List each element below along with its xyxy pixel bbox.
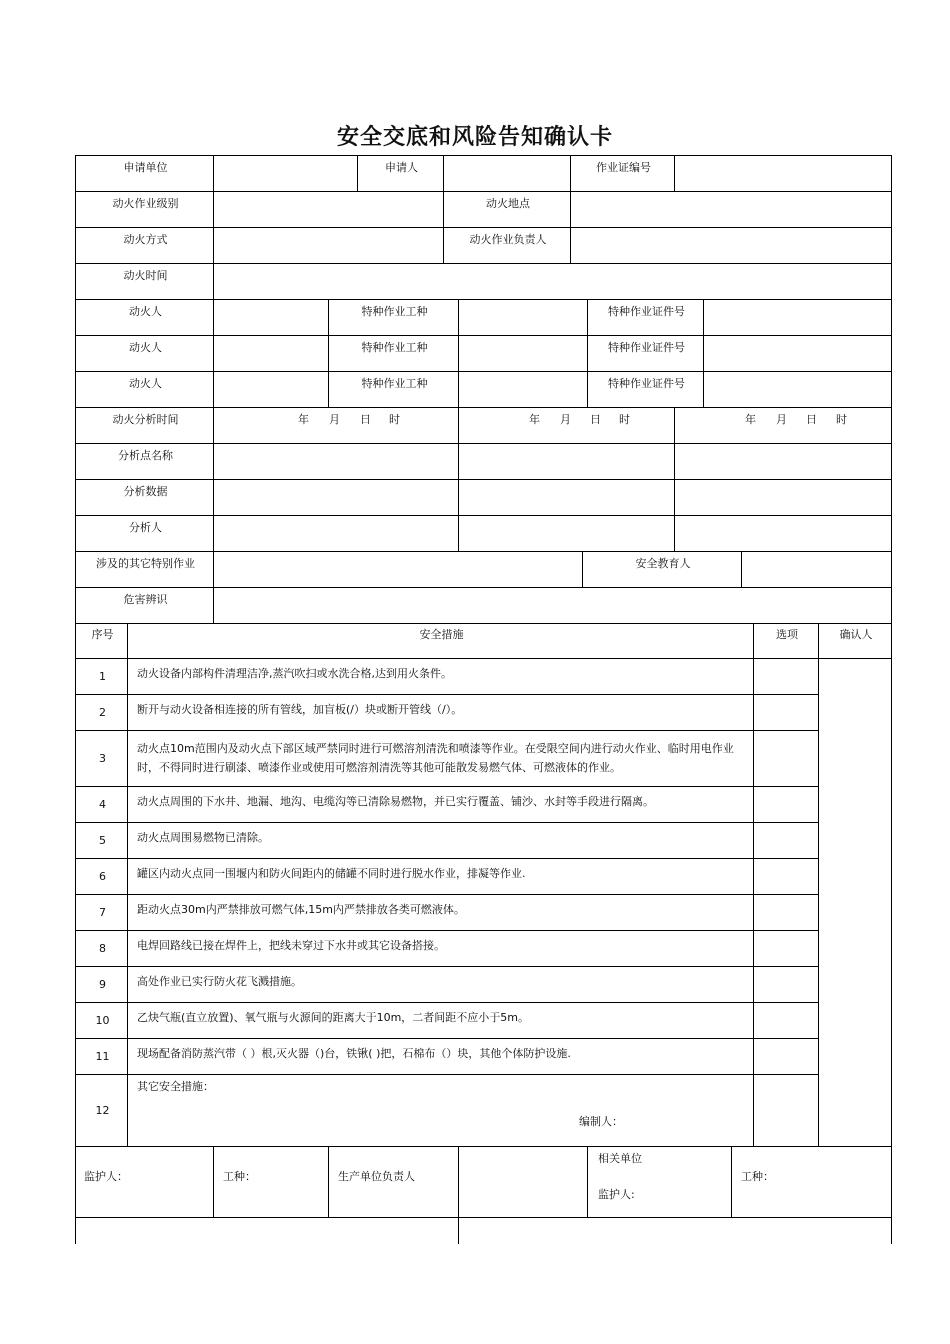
date-month-3: 月 [776,413,787,426]
label-apply-unit: 申请单位 [123,161,168,174]
measure-option-field[interactable] [753,658,819,695]
date-year-2: 年 [529,413,540,426]
date-hour-2: 时 [619,413,630,426]
measure-text: 动火设备内部构件清理洁净,蒸汽吹扫或水洗合格,达到用火条件。 [137,667,452,680]
field-fire-person-3[interactable] [213,371,329,408]
field-special-cert-3[interactable] [703,371,892,408]
measure-option-field[interactable] [753,1002,819,1039]
label-fire-person-1: 动火人 [129,305,162,318]
field-confirmer[interactable] [818,658,892,1147]
field-special-type-3[interactable] [458,371,588,408]
form-grid [76,156,892,1244]
label-fire-person-2: 动火人 [129,341,162,354]
field-apply-unit[interactable] [213,155,358,192]
measure-option-field[interactable] [753,894,819,931]
measure-no: 8 [99,942,106,955]
measure-option-field[interactable] [753,730,819,787]
measure-text: 动火点周围的下水井、地漏、地沟、电缆沟等已清除易燃物，并已实行覆盖、铺沙、水封等手段进行隔离。 [137,795,654,808]
label-work-type: 工种： [223,1170,256,1183]
bottom-right-border [891,1218,892,1244]
measure-text: 罐区内动火点同一围堰内和防火间距内的储罐不同时进行脱水作业，排凝等作业. [137,867,526,880]
label-special-type-1: 特种作业工种 [361,305,428,318]
label-applicant: 申请人 [385,161,418,174]
label-related-guardian: 监护人: [598,1188,635,1201]
date-day-2: 日 [590,413,601,426]
field-special-type-1[interactable] [458,299,588,336]
label-fire-person-3: 动火人 [129,377,162,390]
field-analysis-data-2[interactable] [458,479,675,516]
field-fire-time[interactable] [213,263,892,300]
label-other-special: 涉及的其它特别作业 [96,557,195,570]
field-analysis-point-2[interactable] [458,443,675,480]
label-fire-time: 动火时间 [123,269,168,282]
header-option: 选项 [776,628,798,641]
measure-no: 2 [99,706,106,719]
header-confirmer: 确认人 [839,628,873,641]
label-special-type-2: 特种作业工种 [361,341,428,354]
measure-text: 距动火点30m内严禁排放可燃气体,15m内严禁排放各类可燃液体。 [137,903,465,916]
label-special-type-3: 特种作业工种 [361,377,428,390]
field-applicant[interactable] [443,155,571,192]
measure-no: 9 [99,978,106,991]
measure-text: 乙炔气瓶(直立放置)、氧气瓶与火源间的距离大于10m，二者间距不应小于5m。 [137,1011,530,1024]
measure-no: 11 [95,1050,110,1063]
measure-no: 5 [99,834,106,847]
date-month-2: 月 [560,413,571,426]
field-special-cert-1[interactable] [703,299,892,336]
label-special-cert-1: 特种作业证件号 [608,305,685,318]
page-title: 安全交底和风险告知确认卡 [336,125,613,150]
field-special-cert-2[interactable] [703,335,892,372]
measure-option-field[interactable] [753,1038,819,1075]
label-analysis-point: 分析点名称 [118,449,173,462]
measure-option-field[interactable] [753,966,819,1003]
header-no: 序号 [91,628,114,641]
field-permit-no[interactable] [674,155,892,192]
field-fire-person-2[interactable] [213,335,329,372]
measure-no: 10 [95,1014,110,1027]
measure-option-field[interactable] [753,786,819,823]
label-guardian: 监护人： [84,1170,128,1183]
date-hour-1: 时 [389,413,400,426]
date-day-1: 日 [360,413,371,426]
label-fire-location: 动火地点 [486,197,530,210]
measure-no: 3 [99,752,106,765]
measure-no: 7 [99,906,106,919]
measure-no: 1 [99,670,106,683]
measure-no: 6 [99,870,106,883]
measure-text: 动火点10m范围内及动火点下部区域严禁同时进行可燃溶剂清洗和喷漆等作业。在受限空间内进行动火作业、临时用电作业时，不得同时进行刷漆、喷漆作业或使用可燃溶剂清洗等其他可能散发易燃气体、可燃液体的作业。 [137,742,734,774]
measure-text: 电焊回路线已接在焊件上，把线未穿过下水井或其它设备搭接。 [137,939,445,952]
measure-option-field[interactable] [753,694,819,731]
field-other-special[interactable] [213,551,583,588]
label-special-cert-2: 特种作业证件号 [608,341,685,354]
label-fire-level: 动火作业级别 [112,197,179,210]
label-work-type-2: 工种： [741,1170,774,1183]
date-year-3: 年 [745,413,756,426]
measure-no: 4 [99,798,106,811]
measure-option-field[interactable] [753,858,819,895]
bottom-mid-border [458,1218,459,1244]
measure-signer: 编制人： [579,1115,623,1128]
field-analysis-point-1[interactable] [213,443,459,480]
label-analyst: 分析人 [129,521,162,534]
label-special-cert-3: 特种作业证件号 [608,377,685,390]
date-day-3: 日 [806,413,817,426]
label-analysis-data: 分析数据 [123,485,168,498]
field-production-leader[interactable] [458,1146,588,1218]
label-production-leader: 生产单位负责人 [338,1170,415,1183]
field-analyst-3[interactable] [674,515,892,552]
field-analysis-point-3[interactable] [674,443,892,480]
measure-text: 其它安全措施： [137,1080,214,1093]
field-fire-location[interactable] [570,191,892,228]
measure-text: 动火点周围易燃物已清除。 [137,831,269,844]
measure-text: 现场配备消防蒸汽带（ ）根,灭火器（)台，铁锹( )把，石棉布（）块，其他个体防护设施. [137,1047,571,1060]
bottom-left-border [75,1218,76,1244]
label-analysis-time: 动火分析时间 [112,413,179,426]
label-hazard-id: 危害辨识 [123,593,168,606]
field-fire-person-1[interactable] [213,299,329,336]
date-month-1: 月 [329,413,340,426]
field-analyst-1[interactable] [213,515,459,552]
measure-text: 断开与动火设备相连接的所有管线，加盲板(/）块或断开管线（/）。 [137,703,463,716]
label-related-unit: 相关单位 [598,1152,642,1165]
label-fire-leader: 动火作业负责人 [469,233,547,246]
measure-option-field[interactable] [753,930,819,967]
field-special-type-2[interactable] [458,335,588,372]
field-analyst-2[interactable] [458,515,675,552]
measure-text: 高处作业已实行防火花飞溅措施。 [137,975,302,988]
date-hour-3: 时 [836,413,847,426]
field-fire-leader[interactable] [570,227,892,264]
header-measures: 安全措施 [419,628,464,641]
field-hazard-id[interactable] [213,587,892,624]
field-fire-method[interactable] [213,227,444,264]
date-year-1: 年 [298,413,309,426]
measure-option-field[interactable] [753,822,819,859]
measure-no: 12 [95,1104,110,1117]
field-fire-level[interactable] [213,191,444,228]
field-analysis-data-1[interactable] [213,479,459,516]
field-safety-educator[interactable] [741,551,892,588]
field-analysis-data-3[interactable] [674,479,892,516]
label-safety-educator: 安全教育人 [635,557,691,570]
measure-option-field[interactable] [753,1074,819,1147]
label-fire-method: 动火方式 [123,233,168,246]
label-permit-no: 作业证编号 [596,161,651,174]
